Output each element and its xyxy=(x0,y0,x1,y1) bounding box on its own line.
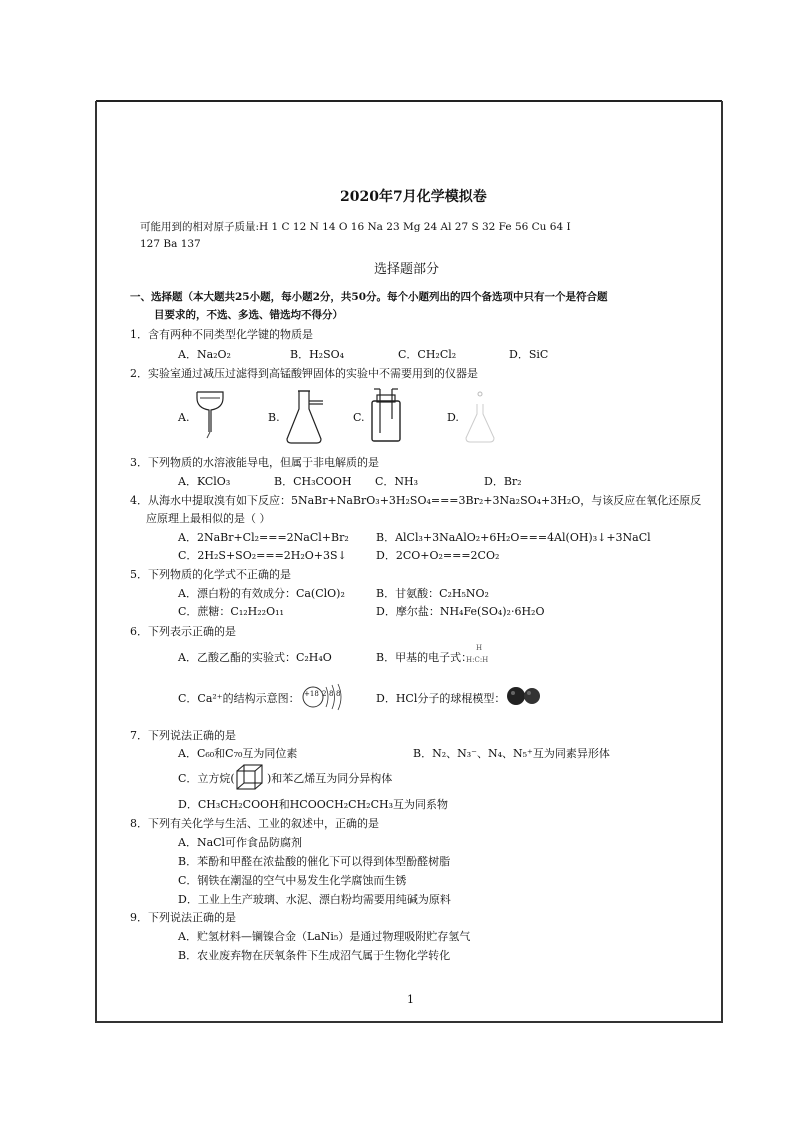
q8-stem: 8．下列有关化学与生活、工业的叙述中，正确的是 xyxy=(130,817,379,830)
q6-option-a: A．乙酸乙酯的实验式：C₂H₄O xyxy=(178,651,332,664)
q1-option-b: B．H₂SO₄ xyxy=(290,348,345,361)
q5-option-b: B．甘氨酸：C₂H₅NO₂ xyxy=(376,587,489,600)
q7-option-d: D．CH₃CH₂COOH和HCOOCH₂CH₂CH₃互为同系物 xyxy=(178,798,449,811)
q2-option-c: C. xyxy=(353,411,365,424)
q3-option-b: B．CH₃COOH xyxy=(274,475,352,488)
q1-option-c: C．CH₂Cl₂ xyxy=(398,348,457,361)
q5-option-c: C．蔗糖：C₁₂H₂₂O₁₁ xyxy=(178,605,284,618)
q7-option-a: A．C₆₀和C₇₀互为同位素 xyxy=(178,747,298,760)
section-instructions-line1: 一、选择题（本大题共25小题，每小题2分，共50分。每个小题列出的四个备选项中只有一个是符合题 xyxy=(130,291,608,303)
q3-option-d: D．Br₂ xyxy=(484,475,522,488)
q6-option-c: C．Ca²⁺的结构示意图： xyxy=(178,692,300,705)
q3-stem: 3．下列物质的水溶液能导电，但属于非电解质的是 xyxy=(130,456,379,469)
q1-option-d: D．SiC xyxy=(509,348,549,361)
q9-option-b: B．农业废弃物在厌氧条件下生成沼气属于生物化学转化 xyxy=(178,949,451,962)
q2-option-a: A. xyxy=(178,411,190,424)
q7-option-c-post: )和苯乙烯互为同分异构体 xyxy=(267,772,393,785)
q3-option-c: C．NH₃ xyxy=(375,475,419,488)
cubane-structure-icon xyxy=(235,763,265,793)
q8-option-c: C．钢铁在潮湿的空气中易发生化学腐蚀而生锈 xyxy=(178,874,407,887)
hcl-ball-stick-model-icon xyxy=(506,686,542,706)
q4-stem-line2: 应原理上最相似的是（ ） xyxy=(146,512,271,525)
q5-option-a: A．漂白粉的有效成分：Ca(ClO)₂ xyxy=(178,587,345,600)
paper-edge-bottom xyxy=(96,1021,722,1023)
q3-option-a: A．KClO₃ xyxy=(178,475,231,488)
q4-option-a: A．2NaBr+Cl₂===2NaCl+Br₂ xyxy=(178,531,349,544)
q2-option-b: B. xyxy=(268,411,280,424)
q4-option-b: B．AlCl₃+3NaAlO₂+6H₂O===4Al(OH)₃↓+3NaCl xyxy=(376,531,651,544)
q1-stem: 1．含有两种不同类型化学键的物质是 xyxy=(130,328,313,341)
ion-shell-3: 8 xyxy=(336,690,341,698)
q7-option-b: B．N₂、N₃⁻、N₄、N₅⁺互为同素异形体 xyxy=(413,747,610,760)
paper-edge-right xyxy=(721,101,723,1023)
q4-stem-line1: 4．从海水中提取溴有如下反应：5NaBr+NaBrO₃+3H₂SO₄===3Br₂+3Na₂SO₄+3H₂O，与该反应在氧化还原反 xyxy=(130,494,702,507)
q6-option-d: D．HCl分子的球棍模型： xyxy=(376,692,506,705)
q8-option-a: A．NaCl可作食品防腐剂 xyxy=(178,836,303,849)
q9-stem: 9．下列说法正确的是 xyxy=(130,911,236,924)
section-instructions-line2: 目要求的，不选、多选、错选均不得分） xyxy=(154,309,343,321)
ion-nucleus-charge: +18 xyxy=(304,690,319,698)
conical-flask-icon xyxy=(462,390,498,444)
buchner-funnel-icon xyxy=(195,390,227,440)
methyl-electron-formula-top: H xyxy=(476,644,483,652)
q9-option-a: A．贮氢材料—镧镍合金（LaNi₅）是通过物理吸附贮存氢气 xyxy=(178,930,471,943)
safety-bottle-icon xyxy=(368,389,404,443)
exam-title: 2020年7月化学模拟卷 xyxy=(340,189,487,205)
methyl-electron-formula-mid: H:C:H xyxy=(466,656,489,664)
ion-shell-2: 8 xyxy=(329,690,334,698)
atomic-masses-line2: 127 Ba 137 xyxy=(140,238,201,250)
q6-option-b: B．甲基的电子式： xyxy=(376,651,473,664)
q6-stem: 6．下列表示正确的是 xyxy=(130,625,236,638)
q5-stem: 5．下列物质的化学式不正确的是 xyxy=(130,568,291,581)
q2-option-d: D. xyxy=(447,411,459,424)
section-title: 选择题部分 xyxy=(374,262,440,277)
q7-stem: 7．下列说法正确的是 xyxy=(130,729,236,742)
paper-edge-left xyxy=(95,101,97,1023)
q4-option-c: C．2H₂S+SO₂===2H₂O+3S↓ xyxy=(178,549,347,562)
q8-option-b: B．苯酚和甲醛在浓盐酸的催化下可以得到体型酚醛树脂 xyxy=(178,855,451,868)
q1-option-a: A．Na₂O₂ xyxy=(178,348,231,361)
ion-shell-1: 2 xyxy=(322,690,327,698)
q7-option-c-pre: C．立方烷( xyxy=(178,772,235,785)
q2-stem: 2．实验室通过减压过滤得到高锰酸钾固体的实验中不需要用到的仪器是 xyxy=(130,367,478,380)
atomic-masses-line1: 可能用到的相对原子质量:H 1 C 12 N 14 O 16 Na 23 Mg 24 Al 27 S 32 Fe 56 Cu 64 I xyxy=(140,221,571,233)
q5-option-d: D．摩尔盐：NH₄Fe(SO₄)₂·6H₂O xyxy=(376,605,545,618)
suction-flask-icon xyxy=(283,389,327,445)
paper-edge-top xyxy=(96,100,722,102)
page-number: 1 xyxy=(407,993,414,1006)
q8-option-d: D．工业上生产玻璃、水泥、漂白粉均需要用纯碱为原料 xyxy=(178,893,451,906)
q4-option-d: D．2CO+O₂===2CO₂ xyxy=(376,549,500,562)
